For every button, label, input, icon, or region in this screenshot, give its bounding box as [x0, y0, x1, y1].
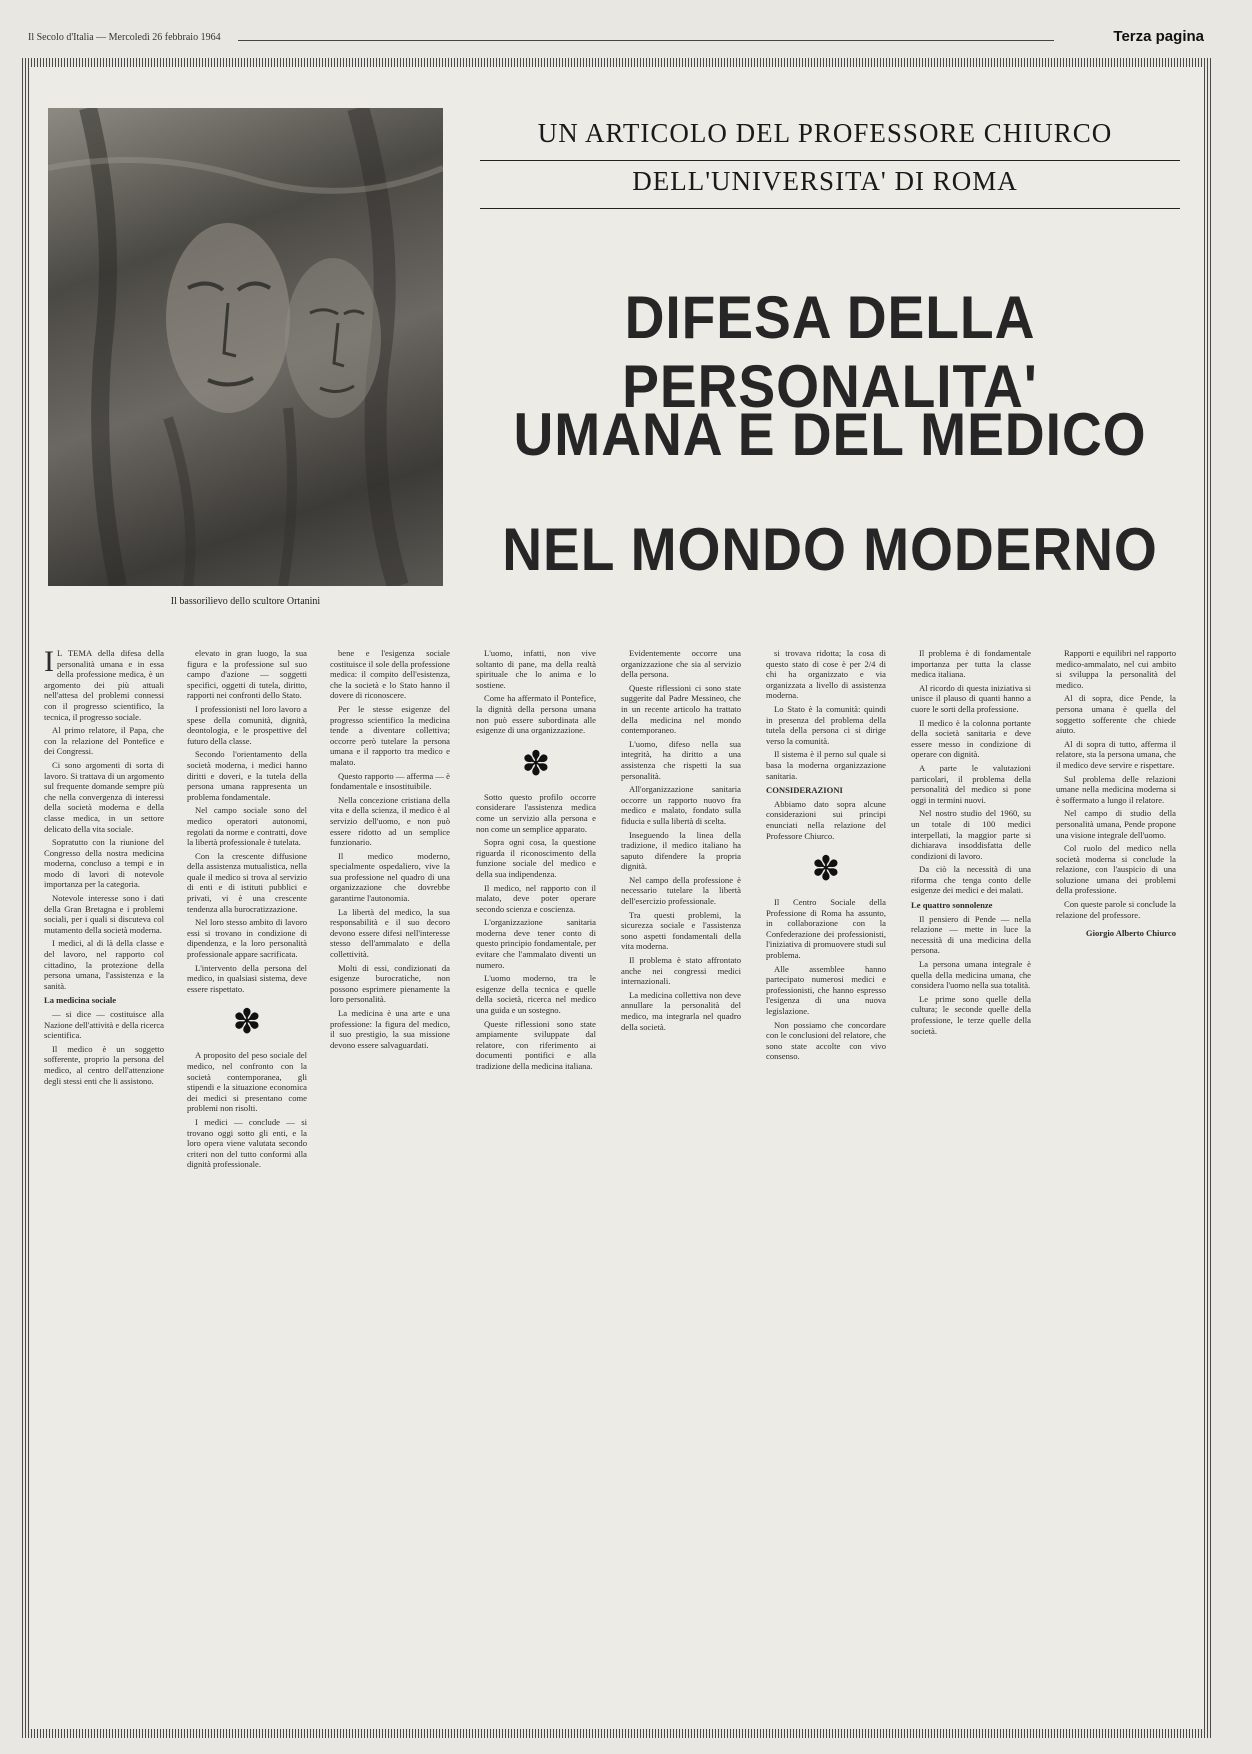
article-column-4 [476, 648, 596, 1710]
paragraph: Il sistema è il perno sul quale si basa la moderna organizzazione sanitaria. [766, 749, 886, 781]
paragraph: All'organizzazione sanitaria occorre un rapporto nuovo fra medico e malato, fondato sulla fiducia e sulla libertà di scelta. [621, 784, 741, 826]
kicker-line-1: UN ARTICOLO DEL PROFESSORE CHIURCO [537, 118, 1113, 148]
paragraph: La medicina è una arte e una professione: la figura del medico, il suo prestigio, la sua missione devono essere salvaguardati. [330, 1008, 450, 1050]
paragraph: Secondo l'orientamento della società moderna, i medici hanno diritti e doveri, e la tutela della persona umana rappresenta un problema fondamentale. [187, 749, 307, 802]
paragraph: Nella concezione cristiana della vita e della scienza, il medico è al servizio dell'uomo, e non può essere ridotto ad un semplice funzionario. [330, 794, 450, 848]
paragraph: Il medico, nel rapporto con il malato, deve poter operare secondo scienza e coscienza. [476, 882, 596, 914]
paragraph: elevato in gran luogo, la sua figura e la professione sul suo campo d'azione — soggetti specifici, oggetti di tutela, diritto, rapporti nei confronti dello Stato. [187, 648, 307, 701]
paragraph: I medici — conclude — si trovano oggi sotto gli enti, e la loro opera viene valutata secondo criteri non del tutto conformi alla dignità professionale. [187, 1116, 307, 1170]
drop-cap: I [44, 648, 54, 678]
paragraph: I L TEMA della difesa della personalità umana e in essa della professione medica, è un argomento dei più attuali nell'attesa del problemi connessi con il progresso scientifico, la tecnica, il progresso sociale. [44, 648, 164, 722]
paragraph: Le prime sono quelle della cultura; le seconde quelle della professione, le terze quelle della società. [911, 993, 1031, 1036]
paragraph: Il medico moderno, specialmente ospedaliero, vive la sua professione nel quadro di una organizzazione che dovrebbe garantirne l'autonomia. [330, 850, 450, 904]
paragraph: Da ciò la necessità di una riforma che tenga conto delle esigenze dei medici e dei malati. [911, 864, 1031, 896]
paragraph: Sotto questo profilo occorre considerare l'assistenza medica come un servizio alla persona e non come un semplice apparato. [476, 791, 596, 834]
paragraph: Come ha affermato il Pontefice, la dignità della persona umana non può essere subordinata alle esigenze di una organizzazione. [476, 693, 596, 736]
paragraph: Sul problema delle relazioni umane nella medicina moderna si è soffermato a lungo il relatore. [1056, 773, 1176, 805]
paragraph: Queste riflessioni sono state ampiamente sviluppate dal relatore, con riferimento ai documenti pontifici e alla tradizione della medicina italiana. [476, 1018, 596, 1071]
paragraph: A parte le valutazioni particolari, il problema della personalità del medico si pone oggi in termini nuovi. [911, 762, 1031, 805]
article-column-3 [330, 648, 450, 1710]
running-head [28, 28, 1204, 50]
paragraph: La persona umana integrale è quella della medicina umana, che considera l'uomo nella sua totalità. [911, 959, 1031, 991]
paragraph: — si dice — costituisce alla Nazione dell'attività e della ricerca scientifica. [44, 1009, 164, 1041]
running-head-rule [238, 40, 1054, 41]
paragraph: Al di sopra, dice Pende, la persona umana è quella del soggetto sofferente che chiede aiuto. [1056, 693, 1176, 736]
paragraph: Col ruolo del medico nella società moderna si conclude la relazione, con l'auspicio di una soluzione umana dei problemi della professione. [1056, 843, 1176, 896]
paragraph: Notevole interesse sono i dati della Gran Bretagna e i problemi sociali, per i quali si discuteva col mutamento della società moderna. [44, 893, 164, 935]
paragraph: Per le stesse esigenze del progresso scientifico la medicina tende a diventare collettiva; occorre però tutelare la persona umana e il rapporto tra medico e malato. [330, 703, 450, 767]
paragraph: La libertà del medico, la sua responsabilità e il suo decoro devono essere difesi nell'interesse stesso dell'ammalato e della collettività. [330, 906, 450, 960]
paragraph: Molti di essi, condizionati da esigenze burocratiche, non possono esprimere pienamente la loro personalità. [330, 962, 450, 1005]
paragraph: Nel nostro studio del 1960, su un totale di 100 medici interpellati, la maggior parte si dichiarava insoddisfatta delle condizioni di lavoro. [911, 808, 1031, 861]
paragraph: Evidentemente occorre una organizzazione che sia al servizio della persona. [621, 648, 741, 680]
paragraph: Al primo relatore, il Papa, che con la relazione del Pontefice e dei Congressi. [44, 725, 164, 757]
author-signature: Giorgio Alberto Chiurco [1085, 928, 1176, 939]
paragraph: Inseguendo la linea della tradizione, il medico italiano ha saputo difendere la propria dignità. [621, 829, 741, 872]
paragraph: Con queste parole si conclude la relazione del professore. [1056, 899, 1176, 920]
paragraph: L'organizzazione sanitaria moderna deve tener conto di questo principio fondamentale, per evitare che l'ammalato diventi un numero. [476, 917, 596, 970]
paragraph: A proposito del peso sociale del medico, nel confronto con la società contemporanea, gli stipendi e la situazione economica dei medici si presentano come problemi non risolti. [187, 1050, 307, 1114]
article-column-8 [1056, 648, 1176, 1710]
paragraph: Rapporti e equilibri nel rapporto medico-ammalato, nel cui ambito si sviluppa la personalità del medico. [1056, 648, 1176, 690]
paragraph: I professionisti nel loro lavoro a spese della comunità, dignità, deontologia, e le prospettive del futuro della classe. [187, 703, 307, 746]
paragraph: La medicina collettiva non deve annullare la personalità del medico, ma integrarla nel quadro della società. [621, 989, 741, 1032]
asterisk-ornament-icon: ✽ [521, 743, 551, 784]
article-column-1 [44, 648, 164, 1710]
paragraph: Con la crescente diffusione della assistenza mutualistica, nella quale il medico si trova al servizio di enti e di istituti pubblici e privati, vi è una crescente tendenza alla burocratizzazione. [187, 850, 307, 914]
relief-sculpture-faces-image [48, 108, 443, 586]
article-body [44, 648, 1204, 1713]
kicker-rule-2 [480, 208, 1180, 209]
subheading: Le quattro sonnolenze [911, 900, 993, 911]
paragraph: L'uomo, difeso nella sua integrità, ha diritto a una assistenza che rispetti la sua personalità. [621, 738, 741, 781]
subheading: CONSIDERAZIONI [766, 785, 843, 796]
paragraph: Al di sopra di tutto, afferma il relatore, sta la persona umana, che il medico deve servire e rispettare. [1056, 738, 1176, 770]
kicker-line-2: DELL'UNIVERSITA' DI ROMA [632, 166, 1018, 196]
paragraph: Sopra ogni cosa, la questione riguarda il riconoscimento della funzione sociale del medico e della sua indipendenza. [476, 837, 596, 879]
paragraph: Questo rapporto — afferma — è fondamentale e insostituibile. [330, 770, 450, 792]
paragraph: Il problema è stato affrontato anche nei congressi medici internazionali. [621, 955, 741, 987]
paragraph: Nel campo della professione è necessario tutelare la libertà dell'esercizio professionale. [621, 874, 741, 907]
paragraph: Tra questi problemi, la sicurezza sociale e l'assistenza sono aspetti fondamentali della vita moderna. [621, 909, 741, 952]
headline-line-1: DIFESA DELLA PERSONALITA' [622, 284, 1038, 420]
article-column-2 [187, 648, 307, 1710]
headline-line-2: UMANA E DEL MEDICO [513, 401, 1147, 468]
headline-line-3: NEL MONDO MODERNO [502, 516, 1158, 583]
paragraph: Nel campo sociale sono del medico operatori autonomi, regolati da norme e contratti, dove la libertà professionale è tutelata. [187, 805, 307, 848]
paragraph: Abbiamo dato sopra alcune considerazioni sui principi enunciati nella relazione del Professore Chiurco. [766, 798, 886, 841]
paragraph: L'intervento della persona del medico, in qualsiasi sistema, deve essere rispettato. [187, 962, 307, 994]
paragraph: Il Centro Sociale della Professione di Roma ha assunto, in collaborazione con la Confederazione dei professionisti, l'iniziativa di promuovere studi sul problema. [766, 897, 886, 961]
asterisk-ornament-icon: ✽ [811, 849, 841, 890]
paragraph: Al ricordo di questa iniziativa si unisce il plauso di quanti hanno a cuore le sorti della professione. [911, 682, 1031, 714]
running-head-date: Il Secolo d'Italia — Mercoledì 26 febbraio 1964 [28, 32, 221, 43]
article-column-7 [911, 648, 1031, 1710]
section-name: Terza pagina [1113, 28, 1204, 45]
article-column-6 [766, 648, 886, 1710]
paragraph: Non possiamo che concordare con le conclusioni del relatore, che sono state accolte con vivo consenso. [766, 1019, 886, 1062]
paragraph: Il medico è un soggetto sofferente, proprio la persona del medico, al centro dell'attenzione degli stessi enti che li assistono. [44, 1043, 164, 1086]
paragraph: Il problema è di fondamentale importanza per tutta la classe medica italiana. [911, 648, 1031, 680]
paragraph: L'uomo, infatti, non vive soltanto di pane, ma della realtà spirituale che lo anima e lo sostiene. [476, 648, 596, 690]
paragraph: Queste riflessioni ci sono state suggerite dal Padre Messineo, che in un recente articolo ha trattato della medicina nel mondo contemporaneo. [621, 682, 741, 736]
paragraph: Lo Stato è la comunità: quindi in presenza del problema della tutela della persona ci si dirige verso la comunità. [766, 703, 886, 746]
paragraph: I medici, al di là della classe e del lavoro, nel rapporto col cittadino, la protezione della persona umana, l'assistenza e la sanità. [44, 938, 164, 991]
paragraph: si trovava ridotta; la cosa di questo stato di cose è per 2/4 di chi ha organizzato e via organizzata a livello di assistenza moderna. [766, 648, 886, 701]
paragraph: Il medico è la colonna portante della società sanitaria e deve essere messo in condizione di operare con dignità. [911, 717, 1031, 760]
asterisk-ornament-icon: ✽ [232, 1002, 262, 1043]
paragraph: Nel campo di studio della personalità umana, Pende propone una visione integrale dell'uomo. [1056, 808, 1176, 840]
kicker-rule [480, 160, 1180, 161]
paragraph: Sopratutto con la riunione del Congresso della nostra medicina moderna, concluso a tempi e in modo di lavori di notevole importanza per la categoria. [44, 837, 164, 890]
photo-caption: Il bassorilievo dello scultore Ortanini [170, 596, 321, 607]
paragraph: Ci sono argomenti di sorta di lavoro. Si trattava di un argomento sul frequente domande sempre più che nella convergenza di interessi della società moderna e della classe medica, in un settore delicato della vita sociale. [44, 759, 164, 834]
paragraph: bene e l'esigenza sociale costituisce il sole della professione medica: il compito dell'esistenza, che la società e lo Stato hanno il dovere di riconoscere. [330, 648, 450, 701]
paragraph: Nel loro stesso ambito di lavoro essi si trovano in condizione di dipendenza, e la loro personalità professionale appare sacrificata. [187, 917, 307, 960]
paragraph: Il pensiero di Pende — nella relazione — mette in luce la necessità di una medicina della persona. [911, 913, 1031, 956]
subheading: La medicina sociale [44, 995, 117, 1006]
paragraph: L'uomo moderno, tra le esigenze della tecnica e quelle della società, ricerca nel medico una guida e un sostegno. [476, 973, 596, 1016]
paragraph: Alle assemblee hanno partecipato numerosi medici e professionisti, che hanno espresso l'esigenza di una nuova legislazione. [766, 963, 886, 1017]
article-column-5 [621, 648, 741, 1710]
